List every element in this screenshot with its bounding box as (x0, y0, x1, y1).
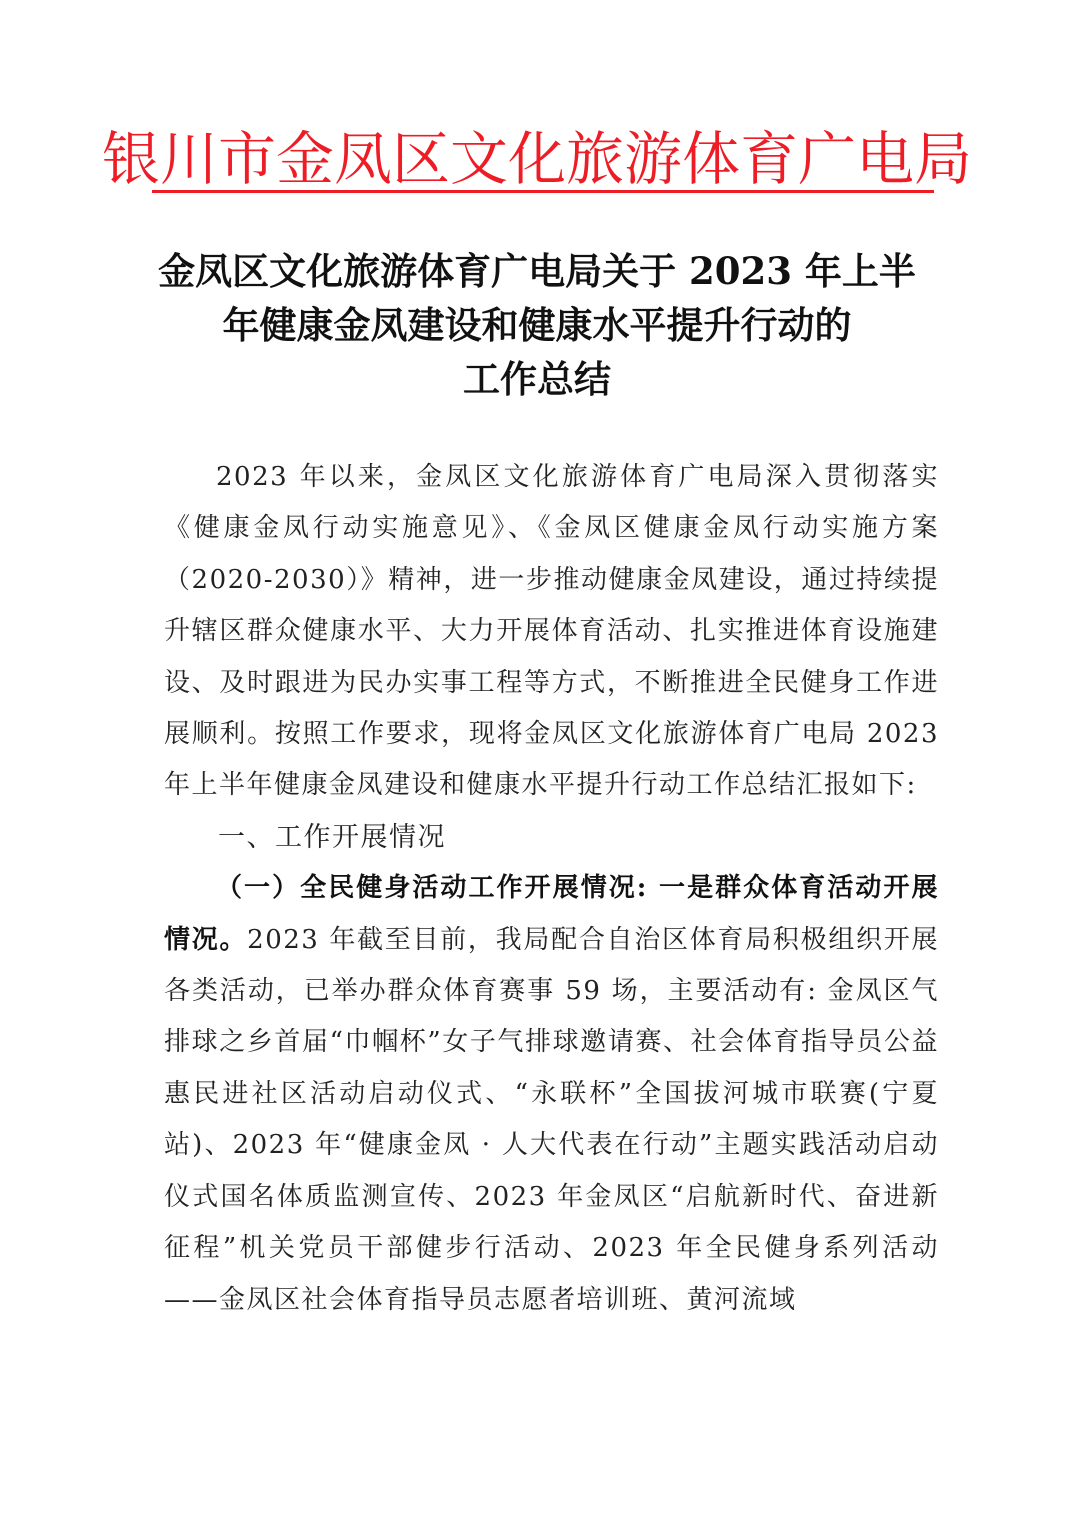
title-line-1: 金凤区文化旅游体育广电局关于 2023 年上半 (158, 249, 916, 293)
section-heading: 一、工作开展情况 (218, 821, 446, 853)
subsection-text: 2023 年截至目前，我局配合自治区体育局积极组织开展各类活动，已举办群众体育赛事 59 场，主要活动有: 金凤区气排球之乡首届“巾帼杯”女子气排球邀请赛、社会体育指导员公益惠民进社区活动启动仪式、“永联杯”全国拔河城市联赛(宁夏站)、2023 年“健康金凤 · 人大代表在行动”主题实践活动启动仪式国名体质监测宣传、2023 年金凤区“启航新时代、奋进新征程”机关党员干部健步行活动、2023 年全民健身系列活动——金凤区社会体育指导员志愿者培训班、黄河流域 (164, 924, 939, 1315)
org-masthead: 银川市金凤区文化旅游体育广电局 (101, 125, 972, 193)
document-title (110, 244, 964, 406)
intro-paragraph: 2023 年以来，金凤区文化旅游体育广电局深入贯彻落实《健康金凤行动实施意见》、《金凤区健康金凤行动实施方案（2020-2030）》精神，进一步推动健康金凤建设，通过持续提升辖区群众健康水平、大力开展体育活动、扎实推进体育设施建设、及时跟进为民办实事工程等方式，不断推进全民健身工作进展顺利。按照工作要求，现将金凤区文化旅游体育广电局 2023 年上半年健康金凤建设和健康水平提升行动工作总结汇报如下: (164, 462, 939, 801)
subsection-lead: （一）全民健身活动工作开展情况: 一是群众体育活动开展情况。 (164, 873, 939, 955)
masthead-underline (152, 190, 934, 193)
subsection-paragraph (164, 863, 939, 1326)
document-body (164, 452, 939, 1326)
title-line-2: 年健康金凤建设和健康水平提升行动的 (222, 303, 852, 347)
title-line-3: 工作总结 (463, 357, 611, 401)
